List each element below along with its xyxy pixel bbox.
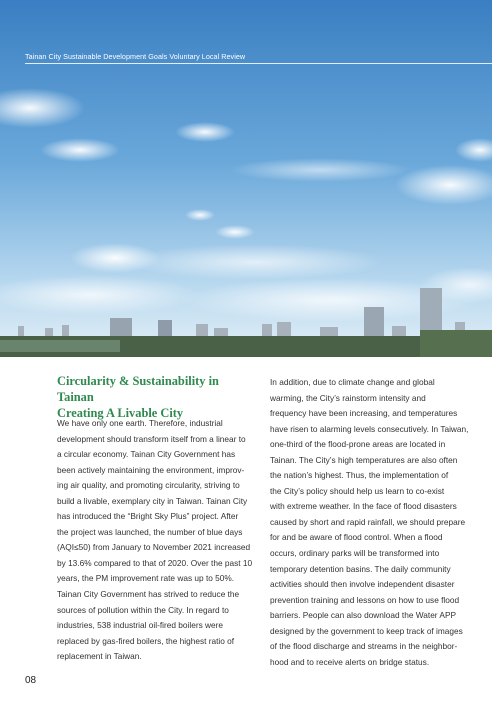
body-line: designed by the government to keep track of images — [270, 625, 463, 636]
body-line: sources of pollution within the City. In regard to — [57, 604, 229, 615]
body-line: of the flood discharge and streams in the neighbor- — [270, 641, 458, 652]
body-line: the nation’s highest. Thus, the implementation of — [270, 470, 449, 481]
body-line: barriers. People can also download the Water APP — [270, 610, 457, 621]
body-line: the City’s policy should help us learn to co-exist — [270, 485, 445, 496]
body-line: ing air quality, and promoting circularity, striving to — [57, 480, 240, 491]
body-line: Tainan City Government has strived to reduce the — [57, 589, 240, 600]
body-line: warming, the City’s rainstorm intensity and — [270, 392, 426, 403]
body-line: Tainan. The City’s high temperatures are also often — [270, 454, 458, 465]
body-line: occurs, ordinary parks will be transformed into — [270, 548, 440, 559]
body-line: by 13.6% compared to that of 2020. Over the past 10 — [57, 557, 253, 568]
section-title-line: Circularity & Sustainability in Tainan — [57, 374, 219, 404]
body-line: replacement in Taiwan. — [57, 651, 142, 662]
body-line: build a livable, exemplary city in Taiwan. Tainan City — [57, 495, 248, 506]
body-line: for and be aware of flood control. When a flood — [270, 532, 443, 543]
header-divider — [25, 63, 492, 64]
body-line: with extreme weather. In the face of flood disasters — [270, 501, 457, 512]
body-line: been actively maintaining the environment, improv- — [57, 464, 245, 475]
body-line: has introduced the “Bright Sky Plus” project. After — [57, 511, 239, 522]
section-title-line: Creating A Livable City — [57, 406, 184, 420]
page-number: 08 — [25, 675, 37, 686]
body-line: industries, 538 industrial oil-fired boilers were — [57, 620, 224, 631]
body-line: prevention training and lessons on how to use flood — [270, 594, 460, 605]
body-line: temporary detention basins. The daily community — [270, 563, 451, 574]
body-line: have risen to alarming levels consecutively. In Taiwan, — [270, 423, 469, 434]
body-line: the project was launched, the number of blue days — [57, 526, 243, 537]
body-line: hood and to receive alerts on bridge status. — [270, 656, 430, 667]
body-line: We have only one earth. Therefore, industrial — [57, 418, 223, 428]
section-title — [57, 373, 257, 421]
body-line: activities should then involve independent disaster — [270, 579, 455, 590]
left-column-text — [57, 416, 267, 665]
body-line: development should transform itself from a linear to — [57, 433, 246, 444]
body-line: caused by short and rapid rainfall, we should prepare — [270, 516, 466, 527]
body-line: one-third of the flood-prone areas are located in — [270, 439, 446, 450]
body-line: years, the PM improvement rate was up to 50%. — [57, 573, 235, 584]
body-line: frequency have been increasing, and temperatures — [270, 408, 458, 419]
running-title: Tainan City Sustainable Development Goals Voluntary Local Review — [25, 52, 246, 61]
right-column-text — [270, 375, 482, 670]
body-line: In addition, due to climate change and global — [270, 377, 435, 387]
body-line: replaced by gas-fired boilers, the highest ratio of — [57, 635, 235, 646]
body-line: (AQI≤50) from January to November 2021 increased — [57, 542, 251, 553]
body-line: a circular economy. Tainan City Government has — [57, 449, 236, 460]
